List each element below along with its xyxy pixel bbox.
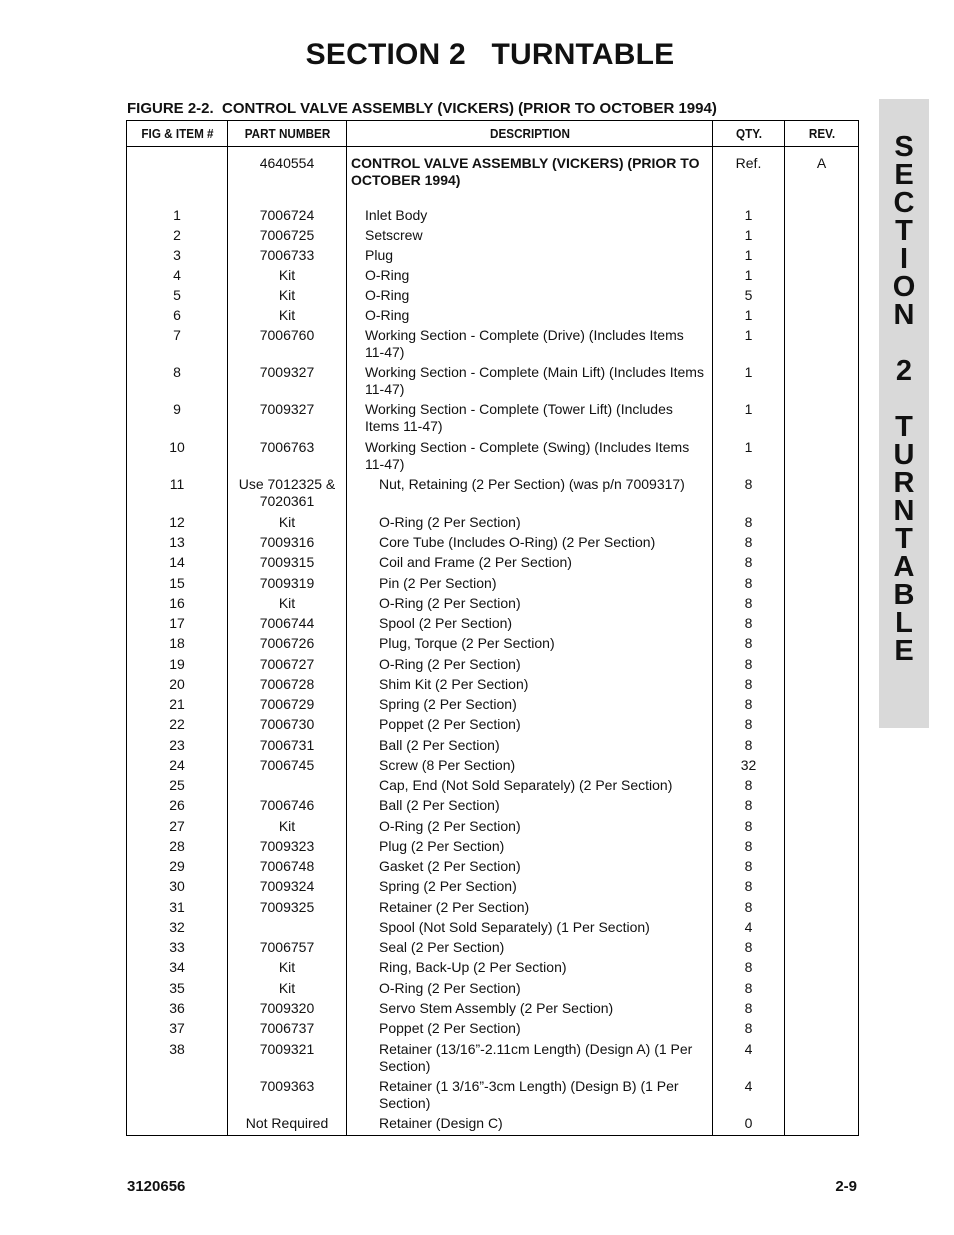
side-tab-letter: N — [893, 299, 915, 331]
cell-description: Poppet (2 Per Section) — [347, 714, 713, 735]
cell-description: O-Ring (2 Per Section) — [347, 816, 713, 836]
cell-part-number: 7006730 — [228, 714, 347, 735]
table-row — [127, 573, 859, 593]
cell-qty: 0 — [713, 1113, 785, 1136]
cell-item: 12 — [127, 512, 228, 532]
cell-item: 13 — [127, 532, 228, 552]
cell-rev — [785, 593, 859, 613]
cell-part-number — [228, 775, 347, 795]
cell-description: Retainer (13/16”-2.11cm Length) (Design A) (1 Per Section) — [347, 1039, 713, 1076]
cell-item: 6 — [127, 305, 228, 325]
cell-rev — [785, 775, 859, 795]
cell-rev — [785, 265, 859, 285]
cell-item: 29 — [127, 856, 228, 876]
cell-part-number: 7009323 — [228, 836, 347, 856]
cell-part-number: 4640554 — [228, 147, 347, 205]
cell-item — [127, 1076, 228, 1113]
cell-description: Seal (2 Per Section) — [347, 937, 713, 957]
cell-description: Retainer (1 3/16”-3cm Length) (Design B) (1 Per Section) — [347, 1076, 713, 1113]
table-row — [127, 1113, 859, 1136]
cell-description: Working Section - Complete (Swing) (Includes Items 11-47) — [347, 437, 713, 474]
section-side-tab — [879, 99, 929, 728]
cell-rev — [785, 205, 859, 225]
table-row — [127, 593, 859, 613]
side-tab-letter: O — [892, 271, 916, 303]
cell-item: 15 — [127, 573, 228, 593]
cell-description: Nut, Retaining (2 Per Section) (was p/n 7009317) — [347, 474, 713, 512]
cell-description: Core Tube (Includes O-Ring) (2 Per Section) — [347, 532, 713, 552]
parts-table — [126, 120, 859, 1136]
side-tab-letter: I — [899, 243, 909, 275]
cell-rev — [785, 856, 859, 876]
cell-qty: 1 — [713, 225, 785, 245]
cell-qty: 1 — [713, 205, 785, 225]
cell-part-number: 7009319 — [228, 573, 347, 593]
cell-qty: 8 — [713, 714, 785, 735]
cell-qty: 8 — [713, 998, 785, 1018]
cell-part-number: 7006737 — [228, 1018, 347, 1039]
table-row — [127, 265, 859, 285]
column-header-item: FIG & ITEM # — [132, 121, 223, 147]
cell-qty: 8 — [713, 876, 785, 897]
cell-rev — [785, 532, 859, 552]
cell-description: CONTROL VALVE ASSEMBLY (VICKERS) (PRIOR TO OCTOBER 1994) — [347, 147, 713, 205]
cell-qty: 8 — [713, 474, 785, 512]
cell-description: O-Ring (2 Per Section) — [347, 512, 713, 532]
cell-description: Pin (2 Per Section) — [347, 573, 713, 593]
cell-rev — [785, 1039, 859, 1076]
table-row — [127, 856, 859, 876]
cell-item: 16 — [127, 593, 228, 613]
side-tab-letter: N — [893, 495, 915, 527]
column-header-description: DESCRIPTION — [365, 121, 694, 147]
table-row — [127, 876, 859, 897]
side-tab-letter: T — [895, 215, 913, 247]
cell-description: O-Ring (2 Per Section) — [347, 978, 713, 998]
table-row — [127, 474, 859, 512]
cell-qty: 8 — [713, 816, 785, 836]
cell-rev — [785, 613, 859, 633]
table-row — [127, 437, 859, 474]
cell-rev — [785, 1018, 859, 1039]
cell-item: 23 — [127, 735, 228, 755]
cell-rev — [785, 836, 859, 856]
cell-part-number: Kit — [228, 593, 347, 613]
cell-rev — [785, 362, 859, 399]
cell-description: Working Section - Complete (Drive) (Includes Items 11-47) — [347, 325, 713, 362]
table-header-row — [127, 121, 859, 147]
cell-rev — [785, 573, 859, 593]
cell-item: 2 — [127, 225, 228, 245]
table-row — [127, 714, 859, 735]
cell-rev — [785, 978, 859, 998]
table-row — [127, 305, 859, 325]
side-tab-letter: T — [895, 523, 913, 555]
cell-description: Spool (2 Per Section) — [347, 613, 713, 633]
cell-description: Inlet Body — [347, 205, 713, 225]
side-tab-letter: L — [895, 607, 913, 639]
table-row — [127, 897, 859, 917]
cell-rev — [785, 552, 859, 573]
cell-rev — [785, 876, 859, 897]
cell-qty: 1 — [713, 362, 785, 399]
cell-part-number: Kit — [228, 978, 347, 998]
table-row — [127, 917, 859, 937]
side-tab-letter: 2 — [895, 355, 913, 387]
cell-qty: 8 — [713, 613, 785, 633]
cell-description: Gasket (2 Per Section) — [347, 856, 713, 876]
cell-qty: 1 — [713, 305, 785, 325]
cell-rev — [785, 937, 859, 957]
table-row — [127, 694, 859, 714]
cell-item: 8 — [127, 362, 228, 399]
cell-part-number: 7006744 — [228, 613, 347, 633]
cell-part-number: 7006733 — [228, 245, 347, 265]
table-row — [127, 147, 859, 205]
cell-rev — [785, 795, 859, 816]
cell-qty: 8 — [713, 897, 785, 917]
side-tab-letter: R — [893, 467, 915, 499]
cell-qty: 8 — [713, 593, 785, 613]
cell-description: Working Section - Complete (Tower Lift) (Includes Items 11-47) — [347, 399, 713, 437]
cell-rev — [785, 512, 859, 532]
cell-item: 30 — [127, 876, 228, 897]
cell-description: O-Ring (2 Per Section) — [347, 593, 713, 613]
table-row — [127, 937, 859, 957]
cell-item — [127, 1113, 228, 1136]
cell-part-number: Use 7012325 & 7020361 — [228, 474, 347, 512]
cell-description: Retainer (Design C) — [347, 1113, 713, 1136]
cell-part-number: 7009315 — [228, 552, 347, 573]
table-row — [127, 399, 859, 437]
cell-qty: 1 — [713, 325, 785, 362]
table-row — [127, 654, 859, 674]
table-row — [127, 836, 859, 856]
cell-qty: 8 — [713, 795, 785, 816]
table-row — [127, 795, 859, 816]
cell-part-number: 7009316 — [228, 532, 347, 552]
side-tab-letter: T — [895, 411, 913, 443]
cell-qty: 8 — [713, 552, 785, 573]
cell-description: Coil and Frame (2 Per Section) — [347, 552, 713, 573]
cell-qty: 8 — [713, 735, 785, 755]
cell-part-number: 7009327 — [228, 362, 347, 399]
cell-qty: 8 — [713, 775, 785, 795]
cell-rev — [785, 325, 859, 362]
column-header-part-number: PART NUMBER — [233, 121, 340, 147]
cell-part-number: Kit — [228, 305, 347, 325]
cell-qty: 4 — [713, 917, 785, 937]
cell-qty: 8 — [713, 694, 785, 714]
cell-rev — [785, 917, 859, 937]
cell-item: 17 — [127, 613, 228, 633]
cell-rev — [785, 437, 859, 474]
table-row — [127, 613, 859, 633]
cell-item: 1 — [127, 205, 228, 225]
cell-description: Poppet (2 Per Section) — [347, 1018, 713, 1039]
cell-item: 32 — [127, 917, 228, 937]
table-row — [127, 998, 859, 1018]
table-row — [127, 978, 859, 998]
cell-item: 11 — [127, 474, 228, 512]
cell-item: 36 — [127, 998, 228, 1018]
cell-rev: A — [785, 147, 859, 205]
cell-item: 5 — [127, 285, 228, 305]
table-row — [127, 205, 859, 225]
cell-part-number: 7006728 — [228, 674, 347, 694]
cell-item: 38 — [127, 1039, 228, 1076]
cell-item: 26 — [127, 795, 228, 816]
cell-rev — [785, 305, 859, 325]
cell-item: 21 — [127, 694, 228, 714]
cell-rev — [785, 654, 859, 674]
cell-item: 22 — [127, 714, 228, 735]
cell-description: Screw (8 Per Section) — [347, 755, 713, 775]
cell-rev — [785, 474, 859, 512]
cell-part-number: 7006746 — [228, 795, 347, 816]
cell-part-number: 7009363 — [228, 1076, 347, 1113]
table-row — [127, 325, 859, 362]
cell-part-number: 7006724 — [228, 205, 347, 225]
cell-part-number: 7006760 — [228, 325, 347, 362]
cell-description: O-Ring (2 Per Section) — [347, 654, 713, 674]
table-row — [127, 1039, 859, 1076]
cell-rev — [785, 1076, 859, 1113]
cell-description: Servo Stem Assembly (2 Per Section) — [347, 998, 713, 1018]
cell-qty: 8 — [713, 512, 785, 532]
cell-qty: 1 — [713, 265, 785, 285]
cell-description: Setscrew — [347, 225, 713, 245]
cell-description: Shim Kit (2 Per Section) — [347, 674, 713, 694]
cell-part-number: 7006725 — [228, 225, 347, 245]
cell-item: 35 — [127, 978, 228, 998]
cell-item: 31 — [127, 897, 228, 917]
side-tab-letters — [879, 133, 929, 665]
cell-qty: 8 — [713, 573, 785, 593]
cell-qty: Ref. — [713, 147, 785, 205]
cell-item: 28 — [127, 836, 228, 856]
cell-rev — [785, 755, 859, 775]
table-row — [127, 362, 859, 399]
cell-item: 3 — [127, 245, 228, 265]
cell-description: O-Ring — [347, 265, 713, 285]
cell-item: 4 — [127, 265, 228, 285]
cell-description: O-Ring — [347, 285, 713, 305]
cell-part-number: 7006748 — [228, 856, 347, 876]
side-tab-letter: E — [894, 159, 914, 191]
cell-description: Ball (2 Per Section) — [347, 735, 713, 755]
cell-rev — [785, 816, 859, 836]
cell-item: 14 — [127, 552, 228, 573]
cell-rev — [785, 399, 859, 437]
cell-rev — [785, 714, 859, 735]
cell-description: Spring (2 Per Section) — [347, 876, 713, 897]
table-row — [127, 755, 859, 775]
cell-rev — [785, 735, 859, 755]
cell-description: O-Ring — [347, 305, 713, 325]
cell-part-number: 7006727 — [228, 654, 347, 674]
table-row — [127, 775, 859, 795]
side-tab-letter: S — [894, 131, 914, 163]
cell-part-number: Not Required — [228, 1113, 347, 1136]
cell-part-number: 7006757 — [228, 937, 347, 957]
cell-qty: 32 — [713, 755, 785, 775]
cell-part-number: 7006729 — [228, 694, 347, 714]
side-tab-letter: E — [894, 635, 914, 667]
table-row — [127, 225, 859, 245]
column-header-qty: QTY. — [716, 121, 781, 147]
cell-part-number — [228, 917, 347, 937]
cell-part-number: 7006731 — [228, 735, 347, 755]
cell-part-number: 7009327 — [228, 399, 347, 437]
page-number: 2-9 — [835, 1178, 857, 1195]
cell-qty: 8 — [713, 937, 785, 957]
cell-rev — [785, 674, 859, 694]
document-number: 3120656 — [127, 1178, 186, 1195]
cell-rev — [785, 897, 859, 917]
table-row — [127, 552, 859, 573]
cell-part-number: Kit — [228, 512, 347, 532]
cell-qty: 8 — [713, 532, 785, 552]
cell-part-number: 7006745 — [228, 755, 347, 775]
cell-rev — [785, 1113, 859, 1136]
cell-qty: 4 — [713, 1039, 785, 1076]
cell-part-number: 7009320 — [228, 998, 347, 1018]
cell-description: Plug, Torque (2 Per Section) — [347, 633, 713, 654]
cell-qty: 8 — [713, 978, 785, 998]
cell-rev — [785, 285, 859, 305]
cell-item: 7 — [127, 325, 228, 362]
cell-description: Spool (Not Sold Separately) (1 Per Section) — [347, 917, 713, 937]
cell-part-number: 7006726 — [228, 633, 347, 654]
cell-item — [127, 147, 228, 205]
table-row — [127, 1018, 859, 1039]
table-row — [127, 512, 859, 532]
cell-part-number: Kit — [228, 957, 347, 978]
cell-rev — [785, 245, 859, 265]
column-header-rev: REV. — [788, 121, 855, 147]
cell-part-number: Kit — [228, 265, 347, 285]
cell-qty: 1 — [713, 245, 785, 265]
cell-qty: 1 — [713, 437, 785, 474]
side-tab-letter: B — [893, 579, 915, 611]
cell-item: 10 — [127, 437, 228, 474]
table-row — [127, 245, 859, 265]
cell-part-number: 7009325 — [228, 897, 347, 917]
cell-qty: 8 — [713, 856, 785, 876]
side-tab-letter: U — [893, 439, 915, 471]
parts-table-body — [127, 147, 859, 1136]
cell-part-number: Kit — [228, 816, 347, 836]
cell-description: Spring (2 Per Section) — [347, 694, 713, 714]
cell-item: 25 — [127, 775, 228, 795]
cell-item: 9 — [127, 399, 228, 437]
cell-qty: 8 — [713, 836, 785, 856]
cell-item: 33 — [127, 937, 228, 957]
table-row — [127, 816, 859, 836]
cell-qty: 8 — [713, 674, 785, 694]
cell-description: Retainer (2 Per Section) — [347, 897, 713, 917]
cell-part-number: Kit — [228, 285, 347, 305]
cell-qty: 8 — [713, 633, 785, 654]
table-row — [127, 285, 859, 305]
table-row — [127, 532, 859, 552]
table-row — [127, 735, 859, 755]
cell-qty: 5 — [713, 285, 785, 305]
cell-description: Cap, End (Not Sold Separately) (2 Per Section) — [347, 775, 713, 795]
cell-item: 18 — [127, 633, 228, 654]
cell-description: Plug — [347, 245, 713, 265]
cell-qty: 4 — [713, 1076, 785, 1113]
cell-item: 37 — [127, 1018, 228, 1039]
cell-qty: 1 — [713, 399, 785, 437]
cell-description: Working Section - Complete (Main Lift) (Includes Items 11-47) — [347, 362, 713, 399]
cell-rev — [785, 694, 859, 714]
table-row — [127, 674, 859, 694]
cell-part-number: 7009321 — [228, 1039, 347, 1076]
cell-part-number: 7009324 — [228, 876, 347, 897]
section-title: SECTION 2 TURNTABLE — [305, 38, 675, 71]
table-row — [127, 957, 859, 978]
table-row — [127, 1076, 859, 1113]
cell-part-number: 7006763 — [228, 437, 347, 474]
figure-title: FIGURE 2-2. CONTROL VALVE ASSEMBLY (VICKERS) (PRIOR TO OCTOBER 1994) — [127, 100, 717, 117]
cell-rev — [785, 633, 859, 654]
cell-item: 34 — [127, 957, 228, 978]
cell-rev — [785, 957, 859, 978]
table-row — [127, 633, 859, 654]
cell-item: 19 — [127, 654, 228, 674]
cell-qty: 8 — [713, 654, 785, 674]
cell-description: Ring, Back-Up (2 Per Section) — [347, 957, 713, 978]
cell-item: 24 — [127, 755, 228, 775]
cell-item: 27 — [127, 816, 228, 836]
cell-item: 20 — [127, 674, 228, 694]
cell-rev — [785, 225, 859, 245]
cell-description: Plug (2 Per Section) — [347, 836, 713, 856]
side-tab-letter: A — [893, 551, 915, 583]
cell-qty: 8 — [713, 1018, 785, 1039]
cell-rev — [785, 998, 859, 1018]
cell-qty: 8 — [713, 957, 785, 978]
side-tab-letter: C — [893, 187, 915, 219]
cell-description: Ball (2 Per Section) — [347, 795, 713, 816]
